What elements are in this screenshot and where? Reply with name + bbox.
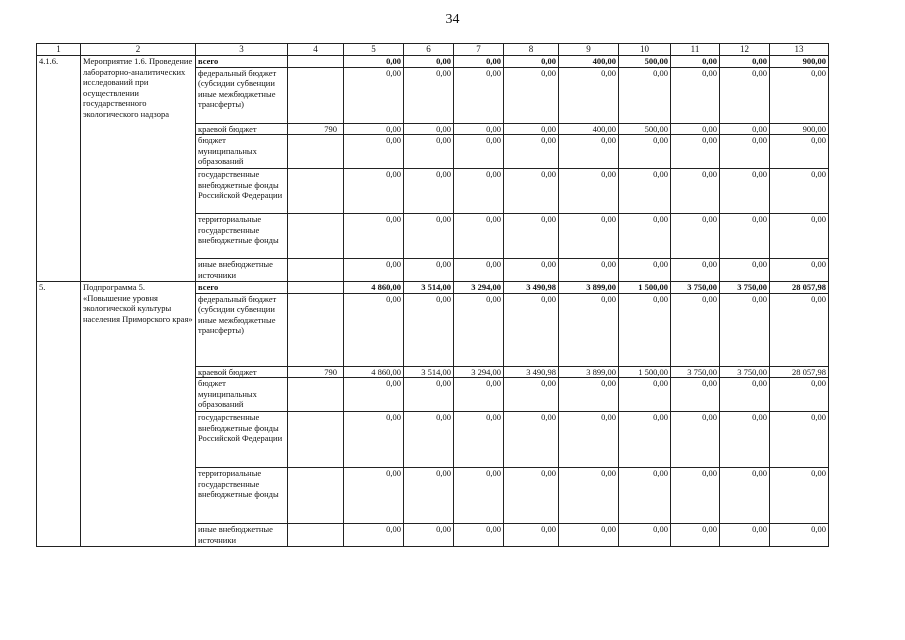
budget-code — [288, 282, 344, 294]
amount-cell: 0,00 — [619, 67, 671, 123]
amount-cell: 0,00 — [344, 524, 404, 547]
budget-code: 790 — [288, 123, 344, 135]
amount-cell: 0,00 — [504, 67, 559, 123]
amount-cell: 0,00 — [770, 524, 829, 547]
amount-cell: 0,00 — [504, 412, 559, 468]
measure-id: 5. — [37, 282, 81, 547]
funding-source: бюджет муниципальных образований — [196, 135, 288, 169]
amount-cell: 0,00 — [559, 67, 619, 123]
amount-cell: 0,00 — [671, 468, 720, 524]
funding-source: федеральный бюджет (субсидии субвенции иные межбюджетные трансферты) — [196, 293, 288, 366]
amount-cell: 400,00 — [559, 56, 619, 68]
funding-source: всего — [196, 282, 288, 294]
header-cell: 1 — [37, 44, 81, 56]
budget-code — [288, 468, 344, 524]
amount-cell: 1 500,00 — [619, 282, 671, 294]
amount-cell: 500,00 — [619, 123, 671, 135]
budget-code: 790 — [288, 366, 344, 378]
amount-cell: 0,00 — [344, 468, 404, 524]
header-cell: 13 — [770, 44, 829, 56]
amount-cell: 0,00 — [454, 259, 504, 282]
amount-cell: 0,00 — [454, 378, 504, 412]
amount-cell: 3 750,00 — [720, 282, 770, 294]
amount-cell: 0,00 — [454, 56, 504, 68]
amount-cell: 1 500,00 — [619, 366, 671, 378]
amount-cell: 0,00 — [720, 293, 770, 366]
header-cell: 8 — [504, 44, 559, 56]
amount-cell: 3 490,98 — [504, 282, 559, 294]
funding-source: краевой бюджет — [196, 366, 288, 378]
amount-cell: 0,00 — [504, 169, 559, 214]
amount-cell: 0,00 — [504, 123, 559, 135]
amount-cell: 0,00 — [720, 123, 770, 135]
amount-cell: 0,00 — [404, 259, 454, 282]
measure-name: Подпрограмма 5. «Повышение уровня экологической культуры населения Приморского края» — [81, 282, 196, 547]
budget-code — [288, 259, 344, 282]
amount-cell: 0,00 — [344, 67, 404, 123]
amount-cell: 0,00 — [720, 135, 770, 169]
amount-cell: 0,00 — [770, 135, 829, 169]
budget-table — [36, 43, 829, 547]
table-row — [37, 56, 829, 68]
amount-cell: 3 514,00 — [404, 282, 454, 294]
budget-code — [288, 412, 344, 468]
amount-cell: 0,00 — [770, 214, 829, 259]
amount-cell: 0,00 — [619, 259, 671, 282]
amount-cell: 3 750,00 — [671, 282, 720, 294]
amount-cell: 0,00 — [559, 378, 619, 412]
amount-cell: 0,00 — [559, 524, 619, 547]
amount-cell: 3 899,00 — [559, 282, 619, 294]
amount-cell: 0,00 — [720, 67, 770, 123]
amount-cell: 0,00 — [504, 214, 559, 259]
amount-cell: 0,00 — [720, 378, 770, 412]
page-number: 34 — [445, 12, 460, 27]
header-cell: 9 — [559, 44, 619, 56]
amount-cell: 0,00 — [404, 524, 454, 547]
header-cell: 6 — [404, 44, 454, 56]
amount-cell: 0,00 — [504, 135, 559, 169]
amount-cell: 0,00 — [344, 123, 404, 135]
budget-code — [288, 214, 344, 259]
amount-cell: 500,00 — [619, 56, 671, 68]
amount-cell: 0,00 — [671, 378, 720, 412]
amount-cell: 0,00 — [559, 293, 619, 366]
header-cell: 10 — [619, 44, 671, 56]
funding-source: всего — [196, 56, 288, 68]
amount-cell: 28 057,98 — [770, 282, 829, 294]
amount-cell: 0,00 — [504, 56, 559, 68]
amount-cell: 0,00 — [404, 169, 454, 214]
budget-code — [288, 67, 344, 123]
amount-cell: 0,00 — [559, 214, 619, 259]
amount-cell: 0,00 — [344, 259, 404, 282]
header-cell: 4 — [288, 44, 344, 56]
amount-cell: 0,00 — [770, 378, 829, 412]
amount-cell: 0,00 — [404, 135, 454, 169]
amount-cell: 0,00 — [454, 169, 504, 214]
budget-code — [288, 135, 344, 169]
amount-cell: 0,00 — [671, 135, 720, 169]
amount-cell: 0,00 — [344, 293, 404, 366]
amount-cell: 0,00 — [720, 259, 770, 282]
funding-source: государственные внебюджетные фонды Российской Федерации — [196, 169, 288, 214]
budget-code — [288, 378, 344, 412]
header-cell: 3 — [196, 44, 288, 56]
amount-cell: 0,00 — [454, 123, 504, 135]
amount-cell: 0,00 — [720, 524, 770, 547]
amount-cell: 0,00 — [454, 293, 504, 366]
amount-cell: 0,00 — [504, 524, 559, 547]
amount-cell: 0,00 — [454, 214, 504, 259]
amount-cell: 0,00 — [720, 468, 770, 524]
amount-cell: 0,00 — [344, 378, 404, 412]
amount-cell: 0,00 — [671, 123, 720, 135]
budget-code — [288, 56, 344, 68]
amount-cell: 0,00 — [404, 67, 454, 123]
amount-cell: 0,00 — [671, 56, 720, 68]
amount-cell: 0,00 — [559, 169, 619, 214]
funding-source: территориальные государственные внебюджетные фонды — [196, 214, 288, 259]
table-row — [37, 282, 829, 294]
amount-cell: 0,00 — [454, 468, 504, 524]
amount-cell: 0,00 — [671, 169, 720, 214]
amount-cell: 0,00 — [504, 293, 559, 366]
table-body — [37, 44, 829, 547]
budget-code — [288, 524, 344, 547]
amount-cell: 0,00 — [404, 123, 454, 135]
amount-cell: 0,00 — [770, 468, 829, 524]
amount-cell: 0,00 — [504, 378, 559, 412]
budget-code — [288, 169, 344, 214]
amount-cell: 0,00 — [404, 378, 454, 412]
measure-id: 4.1.6. — [37, 56, 81, 282]
funding-source: бюджет муниципальных образований — [196, 378, 288, 412]
amount-cell: 0,00 — [619, 468, 671, 524]
amount-cell: 0,00 — [619, 293, 671, 366]
funding-source: иные внебюджетные источники — [196, 524, 288, 547]
amount-cell: 3 750,00 — [671, 366, 720, 378]
amount-cell: 400,00 — [559, 123, 619, 135]
amount-cell: 0,00 — [344, 214, 404, 259]
amount-cell: 0,00 — [404, 468, 454, 524]
amount-cell: 0,00 — [671, 524, 720, 547]
amount-cell: 0,00 — [671, 293, 720, 366]
amount-cell: 0,00 — [671, 259, 720, 282]
amount-cell: 3 750,00 — [720, 366, 770, 378]
budget-code — [288, 293, 344, 366]
header-cell: 7 — [454, 44, 504, 56]
amount-cell: 900,00 — [770, 123, 829, 135]
amount-cell: 0,00 — [720, 214, 770, 259]
amount-cell: 4 860,00 — [344, 366, 404, 378]
amount-cell: 0,00 — [454, 412, 504, 468]
header-cell: 2 — [81, 44, 196, 56]
amount-cell: 0,00 — [404, 293, 454, 366]
funding-source: краевой бюджет — [196, 123, 288, 135]
amount-cell: 0,00 — [770, 259, 829, 282]
amount-cell: 3 294,00 — [454, 366, 504, 378]
amount-cell: 0,00 — [344, 412, 404, 468]
amount-cell: 0,00 — [770, 293, 829, 366]
amount-cell: 3 514,00 — [404, 366, 454, 378]
amount-cell: 0,00 — [619, 169, 671, 214]
amount-cell: 0,00 — [770, 169, 829, 214]
amount-cell: 3 294,00 — [454, 282, 504, 294]
header-cell: 12 — [720, 44, 770, 56]
amount-cell: 0,00 — [344, 135, 404, 169]
amount-cell: 0,00 — [454, 135, 504, 169]
amount-cell: 0,00 — [720, 169, 770, 214]
funding-source: федеральный бюджет (субсидии субвенции иные межбюджетные трансферты) — [196, 67, 288, 123]
amount-cell: 0,00 — [619, 378, 671, 412]
amount-cell: 0,00 — [344, 169, 404, 214]
amount-cell: 0,00 — [671, 67, 720, 123]
amount-cell: 28 057,98 — [770, 366, 829, 378]
amount-cell: 0,00 — [720, 56, 770, 68]
amount-cell: 0,00 — [559, 259, 619, 282]
header-cell: 11 — [671, 44, 720, 56]
amount-cell: 0,00 — [504, 259, 559, 282]
header-cell: 5 — [344, 44, 404, 56]
amount-cell: 0,00 — [619, 524, 671, 547]
header-row — [37, 44, 829, 56]
amount-cell: 0,00 — [404, 214, 454, 259]
funding-source: иные внебюджетные источники — [196, 259, 288, 282]
amount-cell: 0,00 — [619, 135, 671, 169]
amount-cell: 0,00 — [619, 214, 671, 259]
amount-cell: 0,00 — [770, 412, 829, 468]
amount-cell: 4 860,00 — [344, 282, 404, 294]
amount-cell: 0,00 — [619, 412, 671, 468]
amount-cell: 0,00 — [404, 56, 454, 68]
amount-cell: 0,00 — [344, 56, 404, 68]
amount-cell: 0,00 — [671, 214, 720, 259]
amount-cell: 0,00 — [720, 412, 770, 468]
amount-cell: 0,00 — [454, 524, 504, 547]
amount-cell: 3 899,00 — [559, 366, 619, 378]
measure-name: Мероприятие 1.6. Проведение лабораторно-аналитических исследований при осуществлении государственного экологического надзора — [81, 56, 196, 282]
amount-cell: 0,00 — [454, 67, 504, 123]
funding-source: государственные внебюджетные фонды Российской Федерации — [196, 412, 288, 468]
amount-cell: 0,00 — [559, 412, 619, 468]
amount-cell: 0,00 — [404, 412, 454, 468]
amount-cell: 0,00 — [671, 412, 720, 468]
amount-cell: 900,00 — [770, 56, 829, 68]
amount-cell: 0,00 — [504, 468, 559, 524]
amount-cell: 0,00 — [559, 135, 619, 169]
funding-source: территориальные государственные внебюджетные фонды — [196, 468, 288, 524]
amount-cell: 0,00 — [770, 67, 829, 123]
amount-cell: 0,00 — [559, 468, 619, 524]
amount-cell: 3 490,98 — [504, 366, 559, 378]
